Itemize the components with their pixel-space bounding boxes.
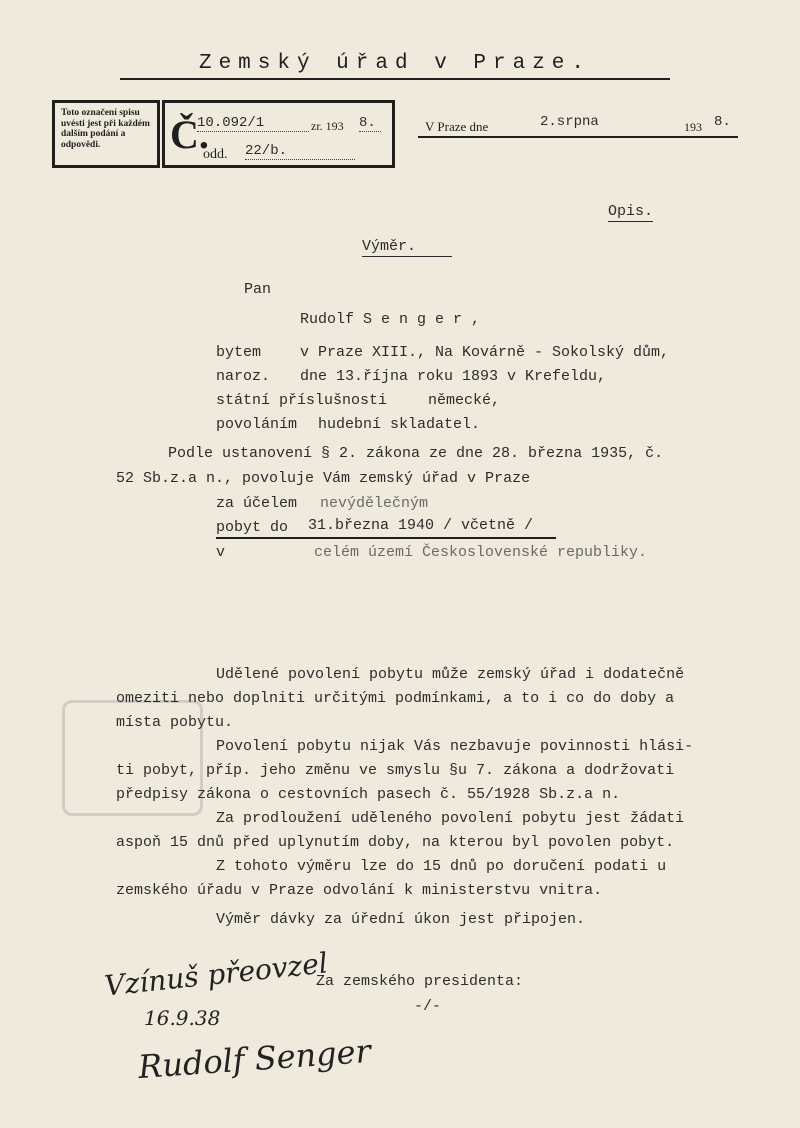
handwritten-received: Vzínuš přeovzel <box>102 946 330 1003</box>
condition-line: Výměr dávky za úřední úkon jest připojen. <box>216 911 586 928</box>
stay-label: pobyt do <box>216 519 289 536</box>
addressee-name: Rudolf S e n g e r , <box>300 311 481 328</box>
condition-line: Z tohoto výměru lze do 15 dnů po doručení podati u <box>216 858 667 875</box>
for-president-label: Za zemského presidenta: <box>316 973 524 990</box>
condition-line: místa pobytu. <box>116 714 234 731</box>
condition-line: aspoň 15 dnů před uplynutím doby, na kterou byl povolen pobyt. <box>116 834 675 851</box>
condition-line: Udělené povolení pobytu může zemský úřad i dodatečně <box>216 666 685 683</box>
birth-label: naroz. <box>216 368 271 385</box>
citizenship-label: státní příslušnosti <box>216 392 388 409</box>
area-value: celém území Československé republiky. <box>314 544 648 561</box>
condition-line: Za prodloužení uděleného povolení pobytu jest žádati <box>216 810 685 827</box>
date-rule <box>418 136 738 138</box>
birth-value: dne 13.října roku 1893 v Krefeldu, <box>300 368 607 385</box>
handwritten-date: 16.9.38 <box>144 1006 221 1030</box>
odd-value: 22/b. <box>245 143 355 160</box>
reference-number-box <box>162 100 395 168</box>
occupation-label: povoláním <box>216 416 298 433</box>
residence-label: bytem <box>216 344 262 361</box>
reference-note-box: Toto označení spisu uvésti jest při každém dalším podání a odpovědi. <box>52 100 160 168</box>
header-rule <box>120 78 670 80</box>
occupation-value: hudební skladatel. <box>318 416 481 433</box>
salutation: Pan <box>244 281 272 298</box>
decision-line-1: Podle ustanovení § 2. zákona ze dne 28. března 1935, č. <box>168 445 664 462</box>
stay-value: 31.března 1940 / včetně / <box>308 517 534 534</box>
opis-label: Opis. <box>608 203 654 220</box>
reference-year: 8. <box>359 115 381 132</box>
document-title: Výměr. <box>362 238 452 257</box>
condition-line: Povolení pobytu nijak Vás nezbavuje povinnosti hlási- <box>216 738 694 755</box>
stay-underline <box>216 537 556 539</box>
area-prefix: v <box>216 544 226 561</box>
date-year-digit: 8. <box>714 114 731 130</box>
condition-line: omeziti nebo doplniti určitými podmínkami, a to i co do doby a <box>116 690 675 707</box>
condition-line: předpisy zákona o cestovních pasech č. 55/1928 Sb.z.a n. <box>116 786 621 803</box>
residence-value: v Praze XIII., Na Kovárně - Sokolský dům, <box>300 344 670 361</box>
date-value: 2.srpna <box>540 114 599 130</box>
decision-line-2: 52 Sb.z.a n., povoluje Vám zemský úřad v Praze <box>116 470 531 487</box>
purpose-label: za účelem <box>216 495 298 512</box>
condition-line: zemského úřadu v Praze odvolání k ministerstvu vnitra. <box>116 882 603 899</box>
c-letter: Č. <box>170 112 209 157</box>
signed-mark: -/- <box>414 998 442 1015</box>
odd-label: odd. <box>203 147 228 162</box>
reference-number-label: zr. 193 <box>311 119 344 133</box>
office-header: Zemský úřad v Praze. <box>198 52 592 75</box>
date-prefix: V Praze dne <box>425 119 489 134</box>
purpose-value: nevýdělečným <box>320 495 429 512</box>
citizenship-value: německé, <box>428 392 501 409</box>
condition-line: ti pobyt, příp. jeho změnu ve smyslu §u 7. zákona a dodržovati <box>116 762 675 779</box>
handwritten-signature: Rudolf Senger <box>136 1031 372 1087</box>
date-year-prefix: 193 <box>684 120 702 134</box>
reference-number: 10.092/1 <box>197 115 309 132</box>
